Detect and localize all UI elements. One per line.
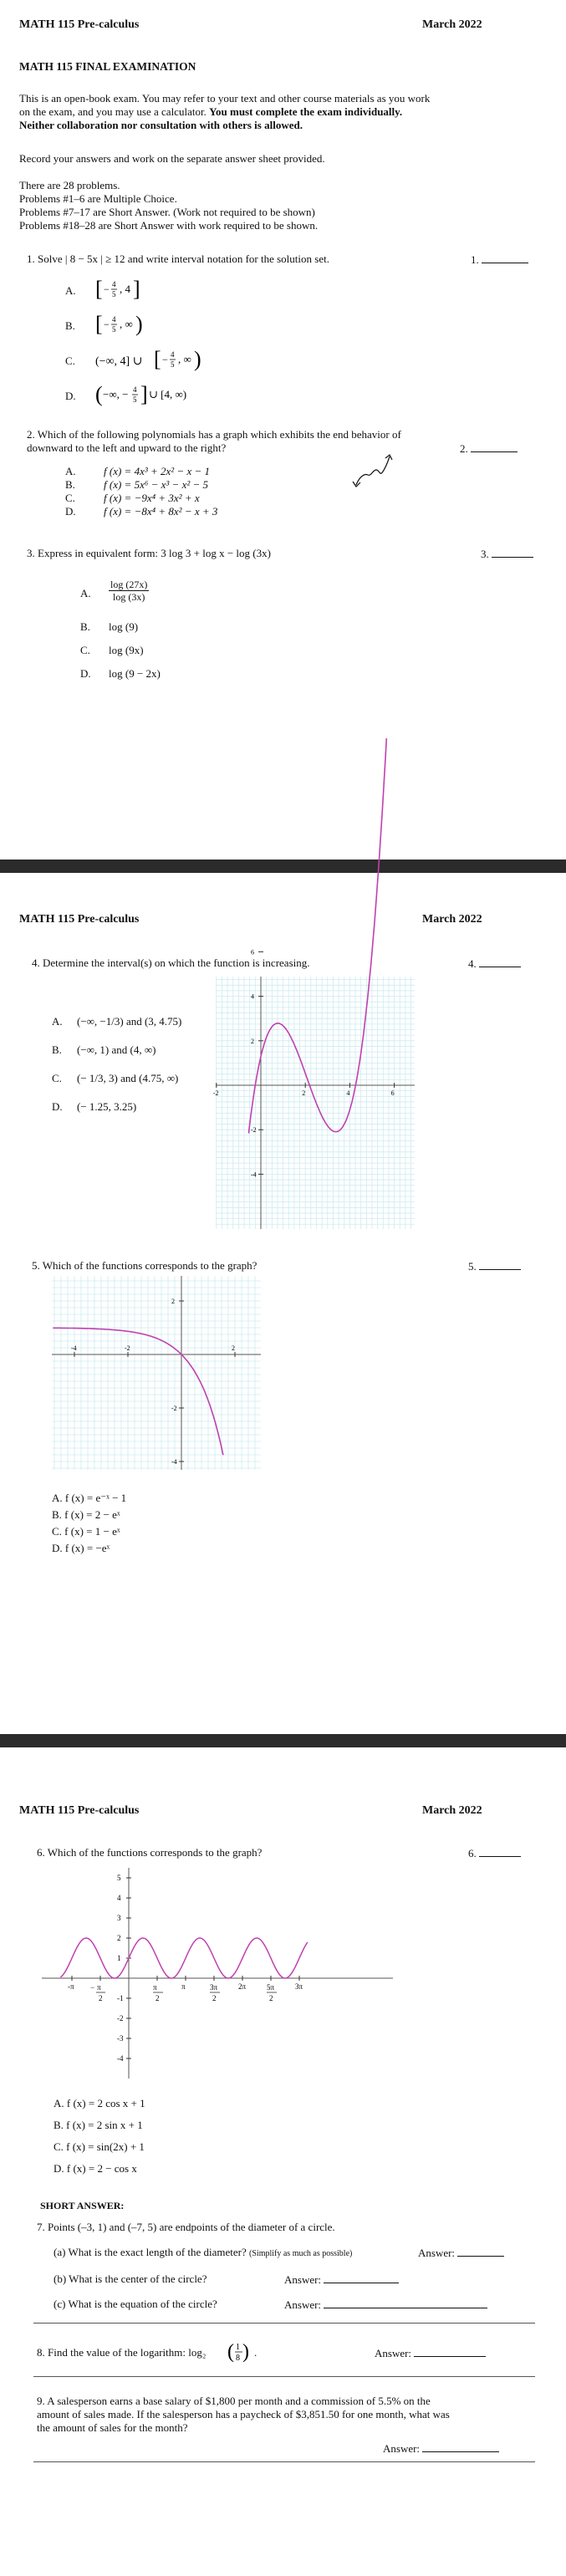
q6-x-frac-num: 3π (210, 1983, 218, 1992)
q1-option-d[interactable]: D. (65, 390, 76, 402)
q5-x-tick-label: -2 (125, 1344, 130, 1352)
date-header-p3: March 2022 (422, 1804, 482, 1817)
q6-curve (60, 1938, 308, 1978)
q4-y-tick-label: -4 (251, 1171, 257, 1179)
q8-answer[interactable]: Answer: (375, 2346, 486, 2360)
q6-x-tick-label: -π (68, 1982, 74, 1991)
q1-option-d-math (94, 380, 227, 410)
problems-short: Problems #7–17 are Short Answer. (Work not required to be shown) (19, 206, 315, 218)
course-header: MATH 115 Pre-calculus (19, 18, 140, 31)
svg-text:[: [ (154, 347, 161, 371)
svg-text:8: 8 (236, 2354, 240, 2363)
q4-y-tick-label: 2 (251, 1037, 254, 1045)
q2-option-a[interactable]: A. f (x) = 4x³ + 2x² − x − 1 (65, 465, 210, 477)
exam-title: MATH 115 FINAL EXAMINATION (19, 60, 196, 73)
svg-text:[: [ (95, 277, 103, 301)
svg-text:): ) (242, 2341, 249, 2363)
q5-graph-grid (52, 1276, 261, 1470)
q6-option-b[interactable]: B. f (x) = 2 sin x + 1 (54, 2119, 143, 2131)
q6-y-tick-label: 2 (117, 1934, 121, 1942)
q6-option-c[interactable]: C. f (x) = sin(2x) + 1 (54, 2140, 145, 2153)
svg-text:5: 5 (112, 325, 116, 334)
page-separator-2 (0, 1734, 566, 1747)
q7c-answer[interactable]: Answer: (284, 2298, 487, 2312)
svg-text:∪ [4, ∞): ∪ [4, ∞) (149, 388, 187, 400)
q9-line-3: the amount of sales for the month? (37, 2421, 188, 2434)
q5-stem: 5. Which of the functions corresponds to the graph? (32, 1259, 258, 1272)
svg-text:]: ] (133, 277, 140, 301)
q6-x-frac-num: π (153, 1983, 157, 1992)
q2-option-b[interactable]: B. f (x) = 5x⁶ − x³ − x² − 5 (65, 478, 209, 491)
q6-x-frac-den: 2 (99, 1994, 103, 2002)
q1-option-c-math (94, 344, 227, 375)
svg-text:[: [ (95, 312, 103, 336)
intro-line-1: This is an open-book exam. You may refer to your text and other course materials as you work (19, 92, 431, 105)
svg-text:, ∞: , ∞ (120, 318, 133, 330)
date-header: March 2022 (422, 18, 482, 31)
problem-count: There are 28 problems. (19, 179, 120, 191)
q2-stem-line-1: 2. Which of the following polynomials has a graph which exhibits the end behavior of (27, 428, 401, 441)
q3-option-d[interactable]: D. log (9 − 2x) (80, 667, 161, 680)
q6-answer-blank[interactable]: 6. (468, 1846, 521, 1860)
q7a-text: (a) What is the exact length of the diameter? (Simplify as much as possible) (54, 2246, 353, 2258)
q1-answer-blank[interactable]: 1. (471, 252, 528, 267)
problems-work: Problems #18–28 are Short Answer with work required to be shown. (19, 219, 319, 232)
svg-text:5: 5 (133, 395, 137, 404)
q6-x-frac-den: 2 (156, 1994, 160, 2002)
intro-line-3: Neither collaboration nor consultation with others is allowed. (19, 119, 303, 131)
q4-graph-grid (216, 977, 415, 1229)
q5-option-d[interactable]: D. f (x) = −eˣ (52, 1542, 110, 1554)
q4-option-d[interactable]: D. (− 1.25, 3.25) (52, 1100, 137, 1113)
q1-option-b[interactable]: B. (65, 319, 75, 332)
q6-graph (42, 1864, 393, 2082)
svg-text:4: 4 (112, 315, 116, 324)
q2-answer-blank[interactable]: 2. (460, 441, 518, 456)
q6-y-tick-label: 1 (117, 1954, 121, 1962)
q3-option-a-fraction: log (27x) log (3x) (110, 579, 148, 603)
q6-option-a[interactable]: A. f (x) = 2 cos x + 1 (54, 2097, 145, 2109)
q1-option-b-math (94, 309, 169, 339)
svg-text:1: 1 (236, 2343, 240, 2352)
q1-option-a[interactable]: A. (65, 284, 76, 297)
q6-y-tick-label: -4 (117, 2054, 124, 2063)
q1-stem: 1. Solve | 8 − 5x | ≥ 12 and write interval notation for the solution set. (27, 252, 329, 265)
q6-x-frac-num: π (97, 1983, 101, 1992)
q5-y-tick-label: -2 (171, 1405, 177, 1412)
q1-option-c[interactable]: C. (65, 355, 75, 367)
q6-y-tick-label: 5 (117, 1874, 121, 1882)
q9-line-1: 9. A salesperson earns a base salary of $1,800 per month and a commission of 5.5% on the (37, 2395, 431, 2407)
q4-y-tick-label: 6 (251, 948, 254, 956)
q4-x-tick-label: 2 (302, 1089, 306, 1097)
record-instructions: Record your answers and work on the separate answer sheet provided. (19, 152, 325, 165)
course-header-p3: MATH 115 Pre-calculus (19, 1804, 140, 1817)
q2-option-d[interactable]: D. f (x) = −8x⁴ + 8x² − x + 3 (65, 505, 218, 518)
svg-text:−: − (104, 283, 110, 295)
q2-stem-line-2: downward to the left and upward to the right? (27, 441, 227, 454)
q4-x-tick-label: -2 (212, 1089, 219, 1097)
q6-x-frac-num: 5π (267, 1983, 275, 1992)
q5-curve (53, 1328, 223, 1455)
q6-stem: 6. Which of the functions corresponds to the graph? (37, 1846, 263, 1859)
svg-text:−: − (162, 354, 168, 365)
q6-option-d[interactable]: D. f (x) = 2 − cos x (54, 2162, 137, 2175)
q1-option-a-math (94, 274, 169, 304)
q4-option-b[interactable]: B. (−∞, 1) and (4, ∞) (52, 1043, 156, 1056)
q7-stem: 7. Points (–3, 1) and (–7, 5) are endpoints of the diameter of a circle. (37, 2221, 335, 2233)
q5-x-tick-label: 2 (232, 1344, 235, 1352)
q5-option-c[interactable]: C. f (x) = 1 − eˣ (52, 1525, 120, 1538)
q6-x-neg-frac-sign: − (90, 1983, 95, 1992)
problems-mc: Problems #1–6 are Multiple Choice. (19, 192, 177, 205)
svg-text:, 4: , 4 (120, 283, 130, 295)
q6-y-tick-label: -3 (117, 2034, 124, 2043)
end-behavior-sketch (351, 451, 397, 490)
q5-y-tick-label: 2 (171, 1298, 175, 1305)
q4-answer-blank[interactable]: 4. (468, 956, 521, 971)
page-separator-1 (0, 860, 566, 873)
q6-x-tick-label: π (181, 1982, 186, 1991)
q3-option-b[interactable]: B. log (9) (80, 620, 139, 633)
svg-text:]: ] (140, 382, 148, 406)
svg-text:): ) (135, 312, 143, 336)
q6-x-tick-label: 2π (238, 1982, 247, 1991)
svg-text:−∞, −: −∞, − (103, 388, 129, 400)
q6-x-frac-den: 2 (212, 1994, 217, 2002)
q9-answer[interactable]: Answer: (383, 2441, 499, 2456)
q3-option-a[interactable]: A. (80, 587, 91, 599)
q4-option-a[interactable]: A. (−∞, −1/3) and (3, 4.75) (52, 1015, 182, 1028)
date-header-p2: March 2022 (422, 913, 482, 926)
q5-x-tick-label: -4 (71, 1344, 77, 1352)
q4-stem: 4. Determine the interval(s) on which the function is increasing. (32, 956, 310, 969)
q2-option-c[interactable]: C. f (x) = −9x⁴ + 3x² + x (65, 492, 200, 504)
q4-x-tick-label: 6 (390, 1089, 395, 1097)
q6-y-tick-label: -1 (117, 1994, 124, 2002)
q3-stem: 3. Express in equivalent form: 3 log 3 + log x − log (3x) (27, 547, 271, 559)
divider-q9 (33, 2461, 535, 2462)
q5-graph (52, 1276, 261, 1470)
q8-stem: 8. Find the value of the logarithm: log₂ (37, 2346, 207, 2359)
q7a-answer[interactable]: Answer: (418, 2246, 504, 2260)
q8-fraction (226, 2338, 252, 2366)
q8-period: . (254, 2346, 258, 2359)
q3-option-c[interactable]: C. log (9x) (80, 644, 144, 656)
svg-text:4: 4 (171, 350, 175, 359)
q7b-answer[interactable]: Answer: (284, 2272, 399, 2287)
q6-x-frac-den: 2 (269, 1994, 273, 2002)
q3-answer-blank[interactable]: 3. (481, 547, 533, 561)
svg-text:4: 4 (112, 280, 116, 288)
divider-q7 (33, 2323, 535, 2324)
course-header-p2: MATH 115 Pre-calculus (19, 913, 140, 926)
q4-y-tick-label: 4 (251, 992, 254, 1001)
svg-text:5: 5 (171, 360, 175, 369)
svg-text:−: − (104, 319, 110, 330)
q9-line-2: amount of sales made. If the salesperson has a paycheck of $3,851.50 for one month, what was (37, 2408, 450, 2420)
q6-y-tick-label: 4 (117, 1894, 121, 1902)
q5-y-tick-label: -4 (171, 1458, 177, 1466)
divider-q8 (33, 2376, 535, 2377)
q6-y-tick-label: 3 (117, 1914, 121, 1922)
svg-text:, ∞: , ∞ (178, 353, 191, 365)
q6-y-tick-label: -2 (117, 2014, 124, 2023)
q7c-text: (c) What is the equation of the circle? (54, 2298, 217, 2310)
intro-line-2: on the exam, and you may use a calculator. You must complete the exam individually. (19, 105, 403, 118)
svg-text:5: 5 (112, 290, 116, 298)
q4-graph (212, 948, 415, 1229)
q5-option-a[interactable]: A. f (x) = e⁻ˣ − 1 (52, 1492, 127, 1504)
svg-text:(: ( (227, 2341, 234, 2363)
q5-option-b[interactable]: B. f (x) = 2 − eˣ (52, 1508, 120, 1521)
q6-x-tick-label: 3π (295, 1982, 303, 1991)
q4-y-tick-label: -2 (251, 1126, 257, 1135)
q4-x-tick-label: 4 (346, 1089, 350, 1097)
q7b-text: (b) What is the center of the circle? (54, 2272, 207, 2285)
q4-option-c[interactable]: C. (− 1/3, 3) and (4.75, ∞) (52, 1072, 179, 1084)
short-answer-title: SHORT ANSWER: (40, 2200, 125, 2211)
svg-text:4: 4 (133, 385, 137, 394)
svg-text:(−∞, 4] ∪: (−∞, 4] ∪ (95, 355, 143, 368)
svg-text:): ) (194, 347, 201, 371)
q5-answer-blank[interactable]: 5. (468, 1259, 521, 1273)
svg-text:(: ( (95, 382, 103, 406)
